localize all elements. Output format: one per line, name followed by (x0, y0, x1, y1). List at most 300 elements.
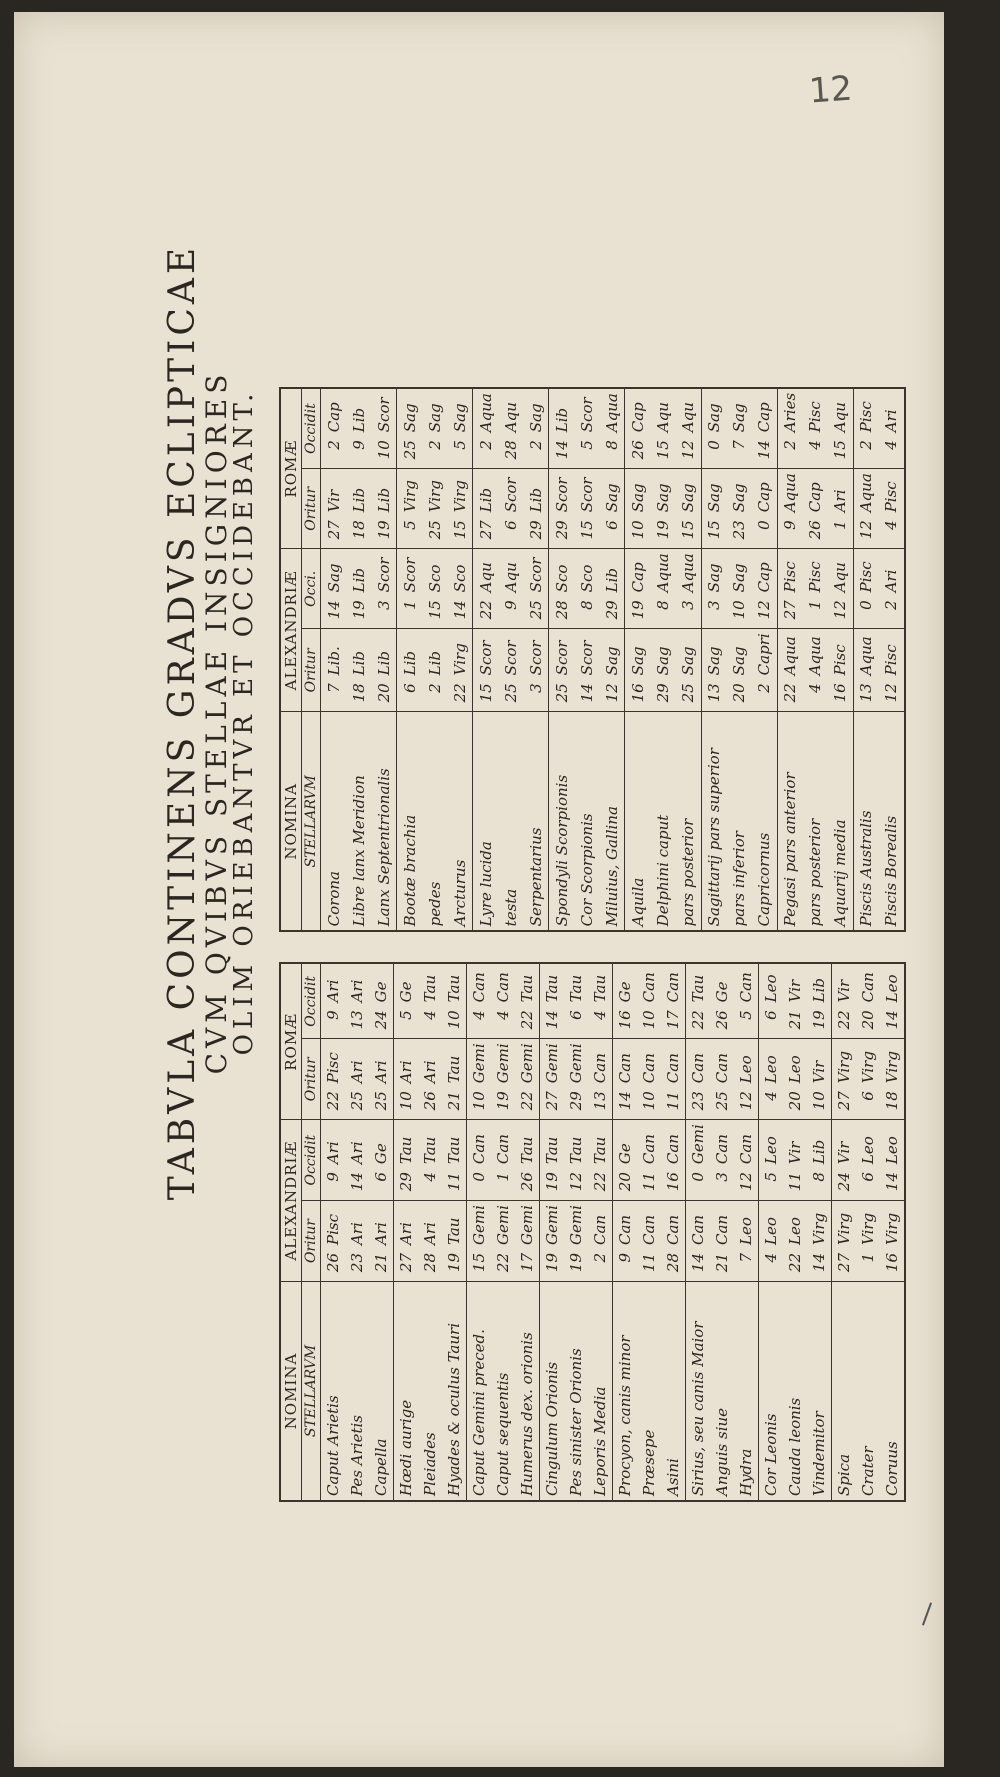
zodiac-sign: Sco (425, 564, 444, 593)
degree-value: 9 (498, 596, 523, 629)
degree-value: 12 (828, 596, 854, 629)
degree-value: 4 (418, 1168, 442, 1201)
zodiac-sign: Leo (759, 1039, 784, 1087)
zodiac-sign: Ari (831, 489, 850, 513)
zodiac-sign: Tau (540, 963, 565, 1006)
zodiac-sign: Aqua (602, 393, 621, 433)
zodiac-sign: Virg (832, 1039, 857, 1087)
degree-value: 19 (650, 516, 675, 549)
zodiac-sign: Gemi (467, 1039, 492, 1087)
degree-value: 17 (515, 1249, 540, 1282)
degree-value: 22 (832, 1006, 857, 1039)
zodiac-sign: Pisc (831, 644, 850, 676)
header-alexandriae: ALEXANDRIÆ (280, 1120, 302, 1282)
zodiac-sign: Sco (549, 549, 575, 597)
degree-value: 25 (345, 1087, 369, 1120)
header-romae-oritur: Oritur (302, 1039, 321, 1120)
zodiac-sign: Cap (755, 562, 774, 593)
table-row (853, 388, 879, 931)
star-name: Hœdi aurige (394, 1282, 419, 1502)
degree-value: 20 (727, 679, 752, 712)
degree-value: 13 (588, 1087, 613, 1120)
degree-value: 22 (686, 1006, 711, 1039)
zodiac-sign: Lib (349, 407, 368, 433)
table-row (397, 388, 423, 931)
header-stellarum: STELLARVM (302, 1282, 321, 1502)
degree-value: 24 (369, 1006, 394, 1039)
degree-value: 26 (515, 1168, 540, 1201)
degree-value: 19 (564, 1249, 588, 1282)
table-row (832, 963, 857, 1501)
zodiac-sign: Vir (786, 1141, 804, 1165)
degree-value: 22 (321, 1087, 346, 1120)
zodiac-sign: Ge (613, 1120, 638, 1168)
degree-value: 27 (321, 516, 347, 549)
table-row (599, 388, 625, 931)
zodiac-sign: Ge (613, 963, 638, 1006)
degree-value: 26 (803, 516, 828, 549)
degree-value: 15 (574, 516, 599, 549)
zodiac-sign: Gemi (686, 1120, 711, 1168)
zodiac-sign: Can (713, 1214, 731, 1245)
degree-value: 27 (540, 1087, 565, 1120)
degree-value: 16 (828, 679, 854, 712)
degree-value: 22 (447, 679, 473, 712)
zodiac-sign: Leo (883, 974, 901, 1003)
table-row (418, 963, 442, 1501)
degree-value: 14 (549, 436, 575, 469)
zodiac-sign: Ari (372, 1222, 390, 1245)
zodiac-sign: Aqua (473, 388, 499, 436)
degree-value: 13 (701, 679, 727, 712)
star-name: Lyre lucida (473, 712, 499, 932)
zodiac-sign: Can (591, 1053, 609, 1084)
star-name: Hydra (737, 1448, 755, 1496)
zodiac-sign: Gemi (467, 1201, 492, 1249)
degree-value: 11 (661, 1087, 686, 1120)
degree-value: 21 (369, 1249, 394, 1282)
degree-value: 15 (422, 596, 447, 629)
degree-value: 27 (777, 596, 803, 629)
degree-value: 18 (880, 1087, 905, 1120)
degree-value: 2 (321, 436, 347, 469)
degree-value: 25 (523, 596, 549, 629)
zodiac-sign: Scor (577, 477, 596, 513)
zodiac-sign: Gemi (540, 1201, 565, 1249)
degree-value: 2 (422, 436, 447, 469)
table-row (727, 388, 752, 931)
zodiac-sign: Aqua (777, 629, 803, 680)
zodiac-sign: Sag (397, 388, 423, 436)
zodiac-sign: Ari (421, 1222, 439, 1245)
rotated-content (154, 0, 901, 1522)
degree-value: 6 (498, 516, 523, 549)
zodiac-sign: Pisc (321, 1201, 346, 1249)
star-name: Vindemitor (810, 1411, 828, 1496)
zodiac-sign: Virg (397, 469, 423, 517)
zodiac-sign: Vir (832, 1120, 857, 1168)
degree-value: 9 (321, 1006, 346, 1039)
degree-value: 0 (467, 1168, 492, 1201)
zodiac-sign: Scor (549, 629, 575, 680)
degree-value: 16 (880, 1249, 905, 1282)
degree-value: 14 (807, 1249, 832, 1282)
table-row (549, 388, 575, 931)
zodiac-sign: Lib. (321, 629, 347, 680)
zodiac-sign: Lib (549, 388, 575, 436)
zodiac-sign: Tau (591, 974, 609, 1003)
zodiac-sign: Leo (883, 1136, 901, 1165)
degree-value: 28 (549, 596, 575, 629)
degree-value: 14 (686, 1249, 711, 1282)
zodiac-sign: Cap (806, 482, 825, 513)
star-name: pars posterior (806, 818, 825, 927)
star-name: Sagittarij pars superior (701, 712, 727, 932)
star-name: Libre lanx Meridion (349, 775, 368, 927)
zodiac-sign: Ge (372, 1143, 390, 1165)
zodiac-sign: Ari (372, 1060, 390, 1084)
star-name: Leporis Media (591, 1386, 609, 1496)
zodiac-sign: Leo (737, 1217, 755, 1245)
degree-value: 27 (832, 1249, 857, 1282)
degree-value: 25 (676, 679, 702, 712)
table-row (676, 388, 702, 931)
degree-value: 24 (832, 1168, 857, 1201)
zodiac-sign: Ge (713, 981, 731, 1003)
star-name: Pegasi pars anterior (777, 712, 803, 932)
zodiac-sign: Sag (625, 629, 651, 680)
degree-value: 21 (442, 1087, 467, 1120)
zodiac-sign: Sag (450, 403, 469, 433)
zodiac-sign: Aqua (806, 636, 825, 676)
degree-value: 4 (879, 436, 905, 469)
degree-value: 25 (710, 1087, 734, 1120)
zodiac-sign: Vir (832, 963, 857, 1006)
header-romae-occidit: Occidit (302, 388, 321, 469)
zodiac-sign: Aqu (473, 549, 499, 597)
degree-value: 0 (752, 516, 778, 549)
table-row (807, 963, 832, 1501)
star-name: Asini (664, 1458, 682, 1496)
zodiac-sign: Ari (348, 1060, 366, 1084)
zodiac-sign: Ari (348, 979, 366, 1003)
table-row (879, 388, 905, 931)
zodiac-sign: Can (664, 972, 682, 1003)
zodiac-sign: Tau (518, 974, 536, 1003)
degree-value: 20 (371, 679, 397, 712)
zodiac-sign: Can (467, 963, 492, 1006)
degree-value: 12 (734, 1087, 759, 1120)
zodiac-sign: Sag (321, 549, 347, 597)
zodiac-sign: Virg (883, 1051, 901, 1084)
degree-value: 10 (371, 436, 397, 469)
zodiac-sign: Sco (577, 564, 596, 593)
degree-value: 10 (625, 516, 651, 549)
table-row (661, 963, 686, 1501)
degree-value: 14 (613, 1087, 638, 1120)
zodiac-sign: Sag (653, 646, 672, 676)
degree-value: 15 (473, 679, 499, 712)
zodiac-sign: Lib (349, 650, 368, 676)
degree-value: 21 (783, 1006, 807, 1039)
degree-value: 10 (807, 1087, 832, 1120)
degree-value: 1 (856, 1249, 880, 1282)
degree-value: 4 (418, 1006, 442, 1039)
degree-value: 15 (701, 516, 727, 549)
star-name: Humerus dex. orionis (518, 1332, 536, 1496)
degree-value: 25 (549, 679, 575, 712)
zodiac-sign: Aqu (501, 402, 520, 433)
degree-value: 18 (346, 516, 371, 549)
zodiac-sign: Vir (786, 979, 804, 1003)
degree-value: 18 (346, 679, 371, 712)
degree-value: 0 (701, 436, 727, 469)
degree-value: 4 (803, 436, 828, 469)
zodiac-sign: Virg (425, 480, 444, 513)
zodiac-sign: Can (664, 1053, 682, 1084)
zodiac-sign: Aqu (501, 562, 520, 593)
star-name: Pleiades (421, 1432, 439, 1496)
zodiac-sign: Scor (374, 557, 393, 593)
zodiac-sign: Sag (653, 483, 672, 513)
star-name: pars inferior (730, 831, 749, 927)
table-row (828, 388, 854, 931)
table-row (345, 963, 369, 1501)
zodiac-sign: Ari (348, 1141, 366, 1165)
degree-value: 2 (473, 436, 499, 469)
table-row (783, 963, 807, 1501)
degree-value: 12 (879, 679, 905, 712)
zodiac-sign: Can (591, 1214, 609, 1245)
zodiac-sign: Sag (730, 646, 749, 676)
table-row (371, 388, 397, 931)
zodiac-sign: Virg (832, 1201, 857, 1249)
degree-value: 12 (752, 596, 778, 629)
degree-value: 22 (473, 596, 499, 629)
zodiac-sign: Tau (567, 1136, 585, 1165)
degree-value: 4 (491, 1006, 515, 1039)
zodiac-sign: Tau (445, 1136, 463, 1165)
degree-value: 2 (879, 596, 905, 629)
zodiac-sign: Can (494, 1134, 512, 1165)
degree-value: 1 (828, 516, 854, 549)
star-name: Caput Gemini preced. (467, 1282, 492, 1502)
table-row (752, 388, 778, 931)
degree-value: 14 (880, 1006, 905, 1039)
star-name: Serpentarius (526, 827, 545, 927)
degree-value: 22 (515, 1087, 540, 1120)
degree-value: 7 (321, 679, 347, 712)
star-name: Aquila (625, 712, 651, 932)
star-name: Cor Scorpionis (577, 813, 596, 927)
zodiac-sign: Tau (567, 974, 585, 1003)
zodiac-sign: Virg (450, 643, 469, 676)
zodiac-sign: Aries (777, 388, 803, 436)
degree-value: 28 (661, 1249, 686, 1282)
star-name: Procyon, canis minor (613, 1282, 638, 1502)
table-row (710, 963, 734, 1501)
zodiac-sign: Scor (549, 469, 575, 517)
star-name: Delphini caput (653, 814, 672, 927)
degree-value: 5 (574, 436, 599, 469)
table-row (701, 388, 727, 931)
degree-value: 4 (467, 1006, 492, 1039)
zodiac-sign: Tau (445, 1217, 463, 1245)
table-1-body (321, 963, 906, 1501)
header-romae-oritur: Oritur (302, 469, 321, 549)
zodiac-sign: Scor (501, 640, 520, 676)
table-row (498, 388, 523, 931)
star-name: Præsepe (640, 1429, 658, 1496)
zodiac-sign: Lib (349, 487, 368, 513)
zodiac-sign: Lib (397, 629, 423, 680)
degree-value: 25 (498, 679, 523, 712)
zodiac-sign: Gemi (518, 1043, 536, 1084)
zodiac-sign: Scor (374, 397, 393, 433)
degree-value: 19 (491, 1087, 515, 1120)
book-page (14, 12, 944, 1767)
zodiac-sign: Sag (625, 469, 651, 517)
degree-value: 14 (574, 679, 599, 712)
degree-value: 8 (650, 596, 675, 629)
zodiac-sign: Gemi (540, 1039, 565, 1087)
zodiac-sign: Aqua (777, 469, 803, 517)
zodiac-sign: Cap (755, 482, 774, 513)
degree-value: 6 (369, 1168, 394, 1201)
star-name: Anguis siue (713, 1407, 731, 1496)
zodiac-sign: Ari (321, 963, 346, 1006)
table-row (686, 963, 711, 1501)
table-row (491, 963, 515, 1501)
zodiac-sign: Leo (786, 1217, 804, 1245)
degree-value: 20 (783, 1087, 807, 1120)
degree-value: 2 (588, 1249, 613, 1282)
zodiac-sign: Lib (425, 650, 444, 676)
zodiac-sign: Leo (759, 1120, 784, 1168)
degree-value: 6 (599, 516, 625, 549)
degree-value: 20 (613, 1168, 638, 1201)
table-row (515, 963, 540, 1501)
degree-value: 4 (803, 679, 828, 712)
degree-value: 19 (442, 1249, 467, 1282)
zodiac-sign: Leo (859, 1136, 877, 1165)
title-line-3: OLIM ORIEBANTVR ET OCCIDEBANT. (229, 388, 260, 1056)
degree-value: 12 (564, 1168, 588, 1201)
zodiac-sign: Pisc (806, 401, 825, 433)
zodiac-sign: Lib (349, 567, 368, 593)
table-row (625, 388, 651, 931)
zodiac-sign: Sag (701, 388, 727, 436)
star-name: Spica (832, 1282, 857, 1502)
degree-value: 15 (447, 516, 473, 549)
degree-value: 1 (397, 596, 423, 629)
degree-value: 13 (345, 1006, 369, 1039)
degree-value: 2 (752, 679, 778, 712)
tables-container (279, 0, 906, 1502)
degree-value: 26 (625, 436, 651, 469)
table-row (880, 963, 905, 1501)
zodiac-sign: Sag (730, 483, 749, 513)
degree-value: 8 (807, 1168, 832, 1201)
star-name: Pes Arietis (348, 1415, 366, 1496)
degree-value: 10 (727, 596, 752, 629)
degree-value: 1 (803, 596, 828, 629)
degree-value: 29 (549, 516, 575, 549)
zodiac-sign: Scor (501, 477, 520, 513)
zodiac-sign: Lib (526, 487, 545, 513)
zodiac-sign: Cap (625, 549, 651, 597)
degree-value: 26 (710, 1006, 734, 1039)
header-alex-occidit: Occidit (302, 1120, 321, 1201)
degree-value: 15 (676, 516, 702, 549)
title-line-1: TABVLA CONTINENS GRADVS ECLIPTICAE (162, 243, 203, 1201)
degree-value: 27 (394, 1249, 419, 1282)
degree-value: 23 (727, 516, 752, 549)
degree-value: 4 (759, 1249, 784, 1282)
zodiac-sign: Capri (755, 633, 774, 676)
degree-value: 6 (856, 1087, 880, 1120)
table-row (856, 963, 880, 1501)
degree-value: 8 (574, 596, 599, 629)
degree-value: 26 (321, 1249, 346, 1282)
degree-value: 6 (759, 1006, 784, 1039)
degree-value: 11 (783, 1168, 807, 1201)
zodiac-sign: Virg (859, 1212, 877, 1245)
degree-value: 10 (442, 1006, 467, 1039)
zodiac-sign: Leo (759, 1201, 784, 1249)
star-table-2 (279, 387, 906, 932)
zodiac-sign: Tau (394, 1120, 419, 1168)
header-romae-occidit: Occidit (302, 963, 321, 1039)
degree-value: 28 (498, 436, 523, 469)
star-name: Caput Arietis (321, 1282, 346, 1502)
zodiac-sign: Gemi (518, 1205, 536, 1245)
degree-value: 29 (394, 1168, 419, 1201)
table-row (637, 963, 661, 1501)
zodiac-sign: Pisc (321, 1039, 346, 1087)
table-row (540, 963, 565, 1501)
zodiac-sign: Cap (321, 388, 347, 436)
zodiac-sign: Aqu (679, 402, 698, 433)
degree-value: 9 (777, 516, 803, 549)
degree-value: 6 (564, 1006, 588, 1039)
degree-value: 6 (397, 679, 423, 712)
header-alexandriae: ALEXANDRIÆ (280, 549, 302, 712)
zodiac-sign: Scor (397, 549, 423, 597)
header-nomina: NOMINA (280, 712, 302, 932)
degree-value: 16 (625, 679, 651, 712)
zodiac-sign: Sag (730, 403, 749, 433)
zodiac-sign: Can (640, 1053, 658, 1084)
degree-value: 10 (637, 1087, 661, 1120)
degree-value: 11 (442, 1168, 467, 1201)
table-row (346, 388, 371, 931)
degree-value: 14 (752, 436, 778, 469)
degree-value: 2 (777, 436, 803, 469)
zodiac-sign: Can (713, 1134, 731, 1165)
zodiac-sign: Lib (810, 1139, 828, 1165)
star-name: Coruus (883, 1441, 901, 1496)
zodiac-sign: Sag (701, 469, 727, 517)
zodiac-sign: Lib (374, 650, 393, 676)
degree-value: 19 (807, 1006, 832, 1039)
star-name: Hyades & oculus Tauri (445, 1323, 463, 1496)
zodiac-sign: Can (613, 1039, 638, 1087)
degree-value: 10 (637, 1006, 661, 1039)
degree-value: 5 (447, 436, 473, 469)
degree-value: 27 (832, 1087, 857, 1120)
degree-value: 17 (661, 1006, 686, 1039)
